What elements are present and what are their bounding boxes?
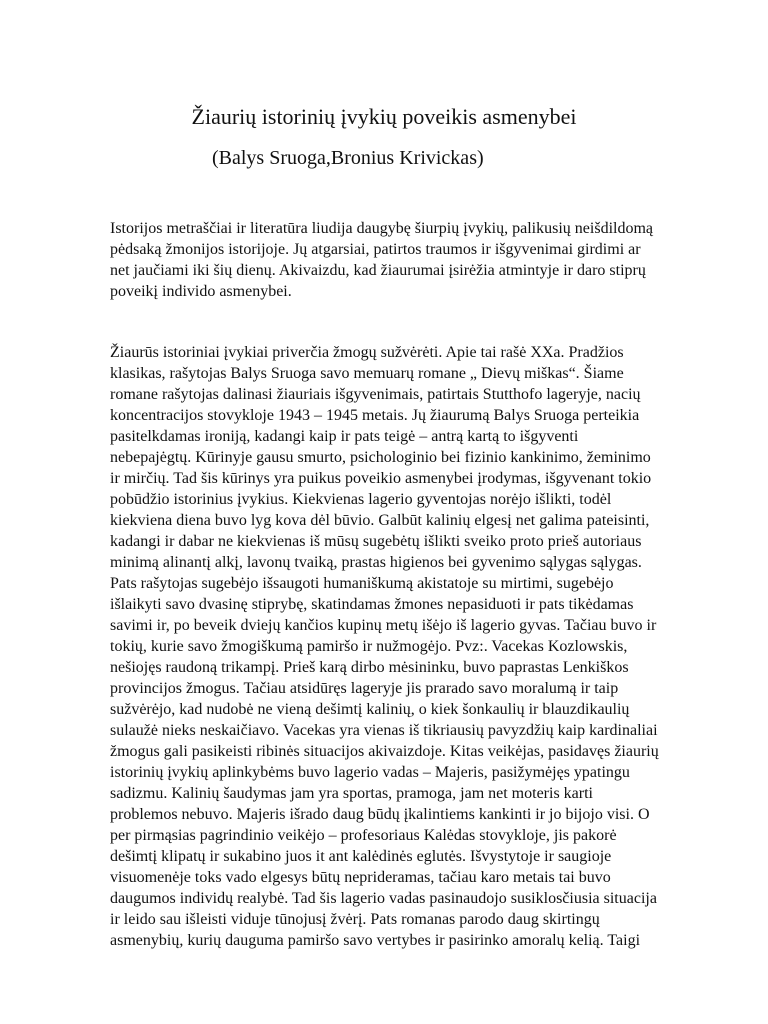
text-line: koncentracijos stovykloje 1943 – 1945 metais. Jų žiaurumą Balys Sruoga perteikia [110, 407, 640, 424]
text-line: Pats rašytojas sugebėjo išsaugoti humaniškumą akistatoje su mirtimi, sugebėjo [110, 575, 614, 592]
text-line: sužvėrėjo, kad nudobė ne vieną dešimtį kalinių, o kiek šonkaulių ir blauzdikaulių [110, 701, 630, 718]
text-line: istorinių įvykių aplinkybėms buvo lagerio vadas – Majeris, pasižymėjęs ypatingu [110, 764, 630, 781]
text-line: provincijos žmogus. Tačiau atsidūręs lageryje jis prarado savo moralumą ir taip [110, 680, 619, 697]
text-line: sulaužė nieks neskaičiavo. Vacekas yra vienas iš tikriausių pavyzdžių kaip kardinaliai [110, 722, 658, 739]
text-line: visuomenėje toks vado elgesys būtų neprideramas, tačiau karo metais tai buvo [110, 869, 611, 886]
document-title: Žiaurių istorinių įvykių poveikis asmenybei [191, 104, 577, 129]
text-line: per pirmąsias pagrindinio veikėjo – profesoriaus Kalėdas stovykloje, jis pakorė [110, 827, 617, 844]
text-line: klasikas, rašytojas Balys Sruoga savo memuarų romane „ Dievų miškas“. Šiame [110, 365, 624, 382]
text-line: sadizmu. Kalinių šaudymas jam yra sportas, pramoga, jam net moteris karti [110, 785, 593, 802]
text-line: tokių, kurie savo žmogiškumą pamiršo ir nužmogėjo. Pvz:. Vacekas Kozlowskis, [110, 638, 628, 655]
text-line: savimi ir, po beveik dviejų kančios kupinų metų išėjo iš lagerio gyvas. Tačiau buvo ir [110, 617, 657, 634]
text-line: poveikį individo asmenybei. [110, 283, 292, 300]
paragraph-intro [110, 218, 740, 302]
text-line: kadangi ir dabar ne kiekvienas iš mūsų sugebėtų išlikti sveiko proto prieš autoriaus [110, 533, 642, 550]
text-line: pėdsaką žmonijos istorijoje. Jų atgarsiai, patirtos traumos ir išgyvenimai girdimi ar [110, 241, 641, 258]
text-line: kiekviena diena buvo lyg kova dėl būvio. Galbūt kalinių elgesį net galima pateisinti, [110, 512, 650, 529]
text-line: ir leido sau išleisti viduje tūnojusį žvėrį. Pats romanas parodo daug skirtingų [110, 911, 600, 928]
text-line: minimą alinantį alkį, lavonų tvaiką, prastas higienos bei gyvenimo sąlygas sąlygas. [110, 554, 642, 571]
text-line: išlaikyti savo dvasinę stiprybę, skatindamas žmones nepasiduoti ir pats tikėdamas [110, 596, 634, 613]
text-line: romane rašytojas dalinasi žiauriais išgyvenimais, patirtais Stutthofo lageryje, nacių [110, 386, 641, 403]
text-line: ir mirčių. Tad šis kūrinys yra puikus poveikio asmenybei įrodymas, išgyvenant tokio [110, 470, 652, 487]
text-line: net jaučiami iki šių dienų. Akivaizdu, kad žiaurumai įsirėžia atmintyje ir daro stiprų [110, 262, 646, 279]
text-line: pasitelkdamas ironiją, kadangi kaip ir pats teigė – antrą kartą to išgyventi [110, 428, 579, 445]
text-line: pobūdžio istorinius įvykius. Kiekvienas lagerio gyventojas norėjo išlikti, todėl [110, 491, 612, 508]
paragraph-main [110, 342, 740, 951]
text-line: Žiaurūs istoriniai įvykiai priverčia žmogų sužvėrėti. Apie tai rašė XXa. Pradžios [110, 344, 624, 361]
text-line: žmogus gali pasikeisti ribinės situacijos akivaizdoje. Kitas veikėjas, pasidavęs žiaurių [110, 743, 659, 760]
text-line: daugumos individų realybė. Tad šis lagerio vadas pasinaudojo susiklosčiusia situacija [110, 890, 657, 907]
document-subtitle: (Balys Sruoga,Bronius Krivickas) [212, 147, 484, 169]
text-line: problemos nebuvo. Majeris išrado daug būdų įkalintiems kankinti ir jo bijojo visi. O [110, 806, 650, 823]
text-line: nebepajėgtų. Kūrinyje gausu smurto, psichologinio bei fizinio kankinimo, žeminimo [110, 449, 651, 466]
text-line: asmenybių, kurių dauguma pamiršo savo vertybes ir pasirinko amoralų kelią. Taigi [110, 932, 641, 949]
text-line: Istorijos metraščiai ir literatūra liudija daugybę šiurpių įvykių, palikusių neišdildomą [110, 220, 653, 237]
text-line: dešimtį klipatų ir sukabino juos it ant kalėdinės eglutės. Išvystytoje ir saugioje [110, 848, 612, 865]
text-line: nešiojęs raudoną trikampį. Prieš karą dirbo mėsininku, buvo paprastas Lenkiškos [110, 659, 629, 676]
